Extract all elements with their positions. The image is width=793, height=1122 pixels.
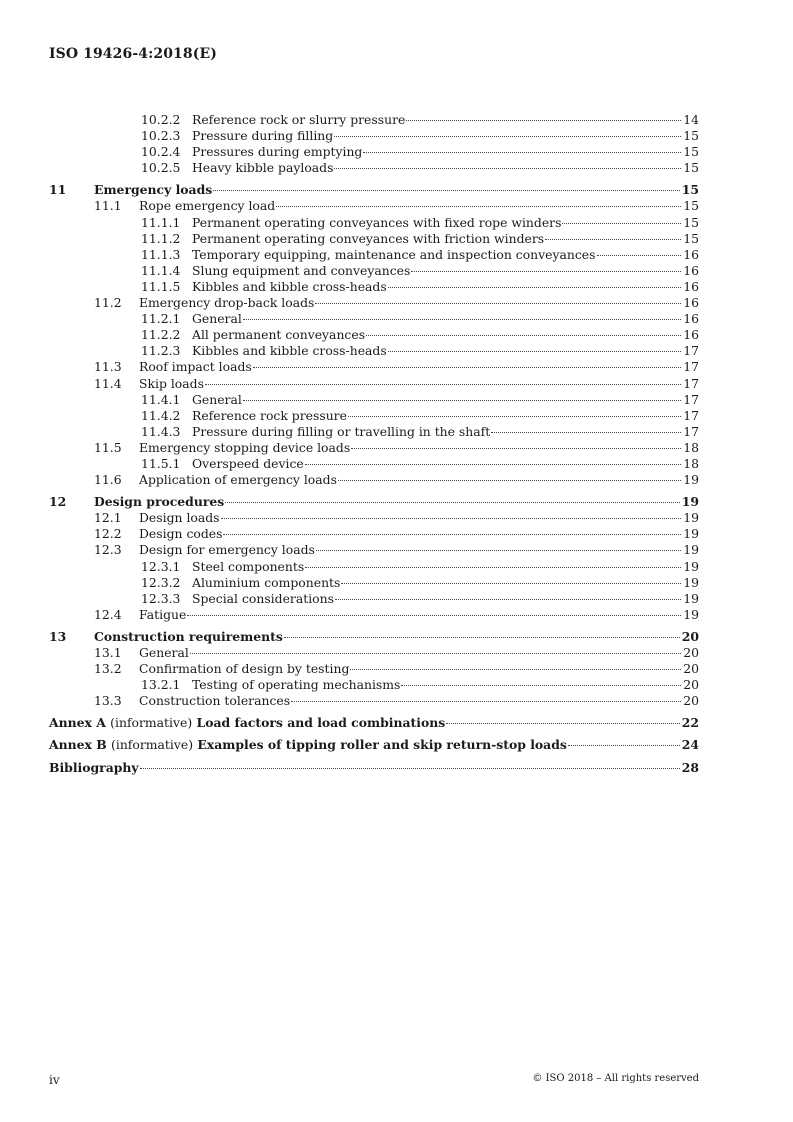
toc-entry-number: 11.2 <box>94 295 122 311</box>
toc-entry-title: Heavy kibble payloads <box>192 160 334 176</box>
toc-entry[interactable] <box>49 128 699 144</box>
dot-leader <box>223 534 681 535</box>
toc-entry[interactable] <box>49 231 699 247</box>
toc-entry[interactable] <box>49 760 699 776</box>
toc-entry[interactable] <box>49 542 699 558</box>
toc-entry-page: 19 <box>681 494 699 510</box>
toc-entry-title: Slung equipment and conveyances <box>192 262 411 278</box>
toc-entry[interactable] <box>49 424 699 440</box>
dot-leader <box>363 152 681 153</box>
toc-entry-number: 12.3.3 <box>141 590 181 606</box>
copyright-notice: © ISO 2018 – All rights reserved <box>532 1073 699 1084</box>
toc-entry-title: Pressure during filling or travelling in the shaft <box>192 423 491 439</box>
toc-entry-title: Steel components <box>192 558 305 574</box>
toc-entry-number: 11.1.1 <box>141 214 181 230</box>
toc-entry-title: Roof impact loads <box>139 359 252 375</box>
toc-entry-page: 17 <box>683 359 699 375</box>
toc-entry-page: 19 <box>683 510 699 526</box>
toc-entry-page: 15 <box>683 214 699 230</box>
dot-leader <box>350 669 681 670</box>
toc-entry-page: 16 <box>683 327 699 343</box>
toc-entry-title: Permanent operating conveyances with friction winders <box>192 230 545 246</box>
toc-entry-title: General <box>192 391 242 407</box>
dot-leader <box>545 239 681 240</box>
dot-leader <box>305 464 681 465</box>
toc-entry-title: Bibliography <box>49 759 139 775</box>
toc-entry-title: Design codes <box>139 526 223 542</box>
dot-leader <box>348 416 681 417</box>
toc-entry[interactable] <box>49 737 699 753</box>
toc-entry-page: 15 <box>681 182 699 198</box>
toc-entry-title: Application of emergency loads <box>139 472 337 488</box>
dot-leader <box>401 685 681 686</box>
toc-entry[interactable] <box>49 591 699 607</box>
dot-leader <box>335 599 681 600</box>
dot-leader <box>140 768 680 769</box>
toc-entry-title: Emergency stopping device loads <box>139 439 351 455</box>
toc-entry[interactable] <box>49 607 699 623</box>
toc-entry-title: Temporary equipping, maintenance and inspection conveyances <box>192 246 596 262</box>
toc-entry-title: Kibbles and kibble cross-heads <box>192 343 387 359</box>
toc-entry-number: 11.2.3 <box>141 343 181 359</box>
toc-entry-page: 15 <box>683 160 699 176</box>
toc-entry-title: Special considerations <box>192 590 334 606</box>
dot-leader <box>225 502 680 503</box>
dot-leader <box>205 384 681 385</box>
toc-entry-page: 22 <box>681 715 699 731</box>
toc-entry-page: 19 <box>683 558 699 574</box>
toc-entry-number: 13.2.1 <box>141 677 181 693</box>
toc-entry[interactable] <box>49 559 699 575</box>
toc-entry-page: 14 <box>683 112 699 127</box>
toc-entry-page: 24 <box>681 737 699 753</box>
toc-entry-number: 13.3 <box>94 693 122 709</box>
toc-entry-number: 12.2 <box>94 526 122 542</box>
table-of-contents <box>49 112 699 776</box>
toc-entry-page: 28 <box>681 759 699 775</box>
toc-entry-page: 19 <box>683 472 699 488</box>
toc-entry[interactable] <box>49 715 699 731</box>
toc-entry-title: General <box>192 311 242 327</box>
toc-entry[interactable] <box>49 661 699 677</box>
dot-leader <box>388 287 682 288</box>
toc-entry-number: 10.2.5 <box>141 160 181 176</box>
toc-entry[interactable] <box>49 440 699 456</box>
toc-entry-number: 10.2.3 <box>141 128 181 144</box>
dot-leader <box>341 583 681 584</box>
dot-leader <box>253 367 681 368</box>
toc-entry[interactable] <box>49 144 699 160</box>
toc-entry-number: 12.3.1 <box>141 558 181 574</box>
toc-entry-title: Confirmation of design by testing <box>139 661 350 677</box>
toc-entry-number: 11.1 <box>94 198 122 214</box>
toc-entry[interactable] <box>49 263 699 279</box>
toc-entry-number: 11.1.2 <box>141 230 181 246</box>
toc-entry[interactable] <box>49 343 699 359</box>
toc-entry[interactable] <box>49 311 699 327</box>
toc-entry-title: Aluminium components <box>192 574 341 590</box>
annex-label: Annex A <box>49 715 106 731</box>
toc-entry-title: Construction tolerances <box>139 693 291 709</box>
toc-entry-number: 11.1.4 <box>141 262 181 278</box>
toc-entry-page: 16 <box>683 278 699 294</box>
toc-entry-title: Load factors and load combinations <box>196 715 446 731</box>
dot-leader <box>334 136 681 137</box>
toc-entry[interactable] <box>49 645 699 661</box>
toc-entry[interactable] <box>49 279 699 295</box>
toc-entry-title: Emergency drop-back loads <box>139 295 315 311</box>
toc-entry-number: 11.1.3 <box>141 246 181 262</box>
toc-entry[interactable] <box>49 629 699 645</box>
dot-leader <box>243 400 681 401</box>
toc-entry[interactable] <box>49 295 699 311</box>
dot-leader <box>276 206 681 207</box>
toc-entry[interactable] <box>49 327 699 343</box>
dot-leader <box>291 701 681 702</box>
toc-entry-number: 12 <box>49 494 67 510</box>
dot-leader <box>411 271 681 272</box>
toc-entry-page: 20 <box>683 693 699 709</box>
dot-leader <box>562 223 681 224</box>
dot-leader <box>221 518 682 519</box>
toc-entry[interactable] <box>49 693 699 709</box>
toc-entry-number: 12.1 <box>94 510 122 526</box>
toc-entry[interactable] <box>49 408 699 424</box>
toc-entry-page: 15 <box>683 230 699 246</box>
toc-entry-title: Kibbles and kibble cross-heads <box>192 278 387 294</box>
toc-entry-title: Emergency loads <box>94 182 213 198</box>
toc-entry-page: 19 <box>683 526 699 542</box>
toc-entry-page: 15 <box>683 198 699 214</box>
toc-entry-number: 13.2 <box>94 661 122 677</box>
toc-entry-number: 11.1.5 <box>141 278 181 294</box>
dot-leader <box>315 303 681 304</box>
toc-entry-title: Pressures during emptying <box>192 144 363 160</box>
toc-entry-page: 20 <box>683 661 699 677</box>
toc-entry-page: 15 <box>683 144 699 160</box>
toc-entry-number: 11.6 <box>94 472 122 488</box>
toc-entry-page: 19 <box>683 574 699 590</box>
dot-leader <box>284 637 680 638</box>
toc-entry[interactable] <box>49 247 699 263</box>
toc-entry-number: 11.5.1 <box>141 455 181 471</box>
toc-entry-page: 18 <box>683 439 699 455</box>
toc-entry-title: All permanent conveyances <box>192 327 366 343</box>
page-number: iv <box>49 1073 60 1087</box>
dot-leader <box>190 653 681 654</box>
toc-entry-title: Permanent operating conveyances with fixed rope winders <box>192 214 562 230</box>
toc-entry-page: 20 <box>681 628 699 644</box>
toc-entry[interactable] <box>49 472 699 488</box>
toc-entry-page: 15 <box>683 128 699 144</box>
dot-leader <box>334 168 681 169</box>
dot-leader <box>316 550 681 551</box>
toc-entry-page: 20 <box>683 645 699 660</box>
toc-entry[interactable] <box>49 112 699 128</box>
toc-entry-number: 11.3 <box>94 359 122 375</box>
toc-entry-number: 11.2.2 <box>141 327 181 343</box>
dot-leader <box>446 723 680 724</box>
toc-entry-page: 17 <box>683 423 699 439</box>
dot-leader <box>406 120 681 121</box>
toc-entry[interactable] <box>49 160 699 176</box>
toc-entry-number: 11.4.2 <box>141 407 181 423</box>
toc-entry-number: 11.4.1 <box>141 391 181 407</box>
dot-leader <box>388 351 682 352</box>
toc-entry-title: Pressure during filling <box>192 128 334 144</box>
dot-leader <box>351 448 681 449</box>
dot-leader <box>338 480 681 481</box>
annex-label: Annex B <box>49 737 107 753</box>
toc-entry[interactable] <box>49 575 699 591</box>
toc-entry-page: 19 <box>683 590 699 606</box>
toc-entry[interactable] <box>49 198 699 214</box>
toc-entry-number: 11 <box>49 182 67 198</box>
dot-leader <box>597 255 682 256</box>
toc-entry-page: 16 <box>683 311 699 327</box>
toc-entry-title: Skip loads <box>139 375 204 391</box>
toc-entry-title: Design for emergency loads <box>139 542 315 558</box>
dot-leader <box>305 567 681 568</box>
toc-entry-number: 10.2.4 <box>141 144 181 160</box>
toc-entry-title: Overspeed device <box>192 455 304 471</box>
dot-leader <box>213 190 680 191</box>
toc-entry[interactable] <box>49 677 699 693</box>
toc-entry-title: Testing of operating mechanisms <box>192 677 401 693</box>
toc-entry-number: 11.4 <box>94 375 122 391</box>
toc-entry-page: 19 <box>683 606 699 622</box>
toc-entry-number: 13.1 <box>94 645 122 660</box>
toc-entry[interactable] <box>49 456 699 472</box>
annex-note: (informative) <box>110 715 193 731</box>
toc-entry[interactable] <box>49 376 699 392</box>
toc-entry-title: Examples of tipping roller and skip return-stop loads <box>197 737 567 753</box>
toc-entry-number: 13 <box>49 628 67 644</box>
toc-entry[interactable] <box>49 494 699 510</box>
toc-entry-page: 16 <box>683 295 699 311</box>
toc-entry[interactable] <box>49 392 699 408</box>
toc-entry[interactable] <box>49 510 699 526</box>
toc-entry[interactable] <box>49 182 699 198</box>
toc-entry-number: 11.5 <box>94 439 122 455</box>
toc-entry[interactable] <box>49 215 699 231</box>
toc-entry-number: 12.4 <box>94 606 122 622</box>
toc-entry-number: 11.2.1 <box>141 311 181 327</box>
toc-entry[interactable] <box>49 359 699 375</box>
toc-entry-number: 10.2.2 <box>141 112 181 127</box>
toc-entry-number: 12.3.2 <box>141 574 181 590</box>
toc-entry-page: 19 <box>683 542 699 558</box>
toc-entry-page: 16 <box>683 262 699 278</box>
dot-leader <box>568 745 680 746</box>
toc-entry-title: Reference rock pressure <box>192 407 347 423</box>
dot-leader <box>187 615 681 616</box>
toc-entry-title: Reference rock or slurry pressure <box>192 112 406 127</box>
toc-entry-page: 17 <box>683 375 699 391</box>
toc-entry-page: 17 <box>683 407 699 423</box>
toc-entry-title: Construction requirements <box>94 628 283 644</box>
document-identifier: ISO 19426-4:2018(E) <box>49 46 217 62</box>
toc-entry-title: Design loads <box>139 510 220 526</box>
toc-entry-title: Rope emergency load <box>139 198 276 214</box>
toc-entry-number: 12.3 <box>94 542 122 558</box>
toc-entry-page: 20 <box>683 677 699 693</box>
toc-entry-page: 17 <box>683 391 699 407</box>
dot-leader <box>366 335 681 336</box>
toc-entry-title: Fatigue <box>139 606 187 622</box>
toc-entry-number: 11.4.3 <box>141 423 181 439</box>
dot-leader <box>243 319 681 320</box>
toc-entry-title: General <box>139 645 189 660</box>
toc-entry-page: 18 <box>683 455 699 471</box>
toc-entry-page: 17 <box>683 343 699 359</box>
toc-entry[interactable] <box>49 526 699 542</box>
toc-entry-title: Design procedures <box>94 494 225 510</box>
annex-note: (informative) <box>111 737 194 753</box>
toc-entry-page: 16 <box>683 246 699 262</box>
dot-leader <box>491 432 681 433</box>
